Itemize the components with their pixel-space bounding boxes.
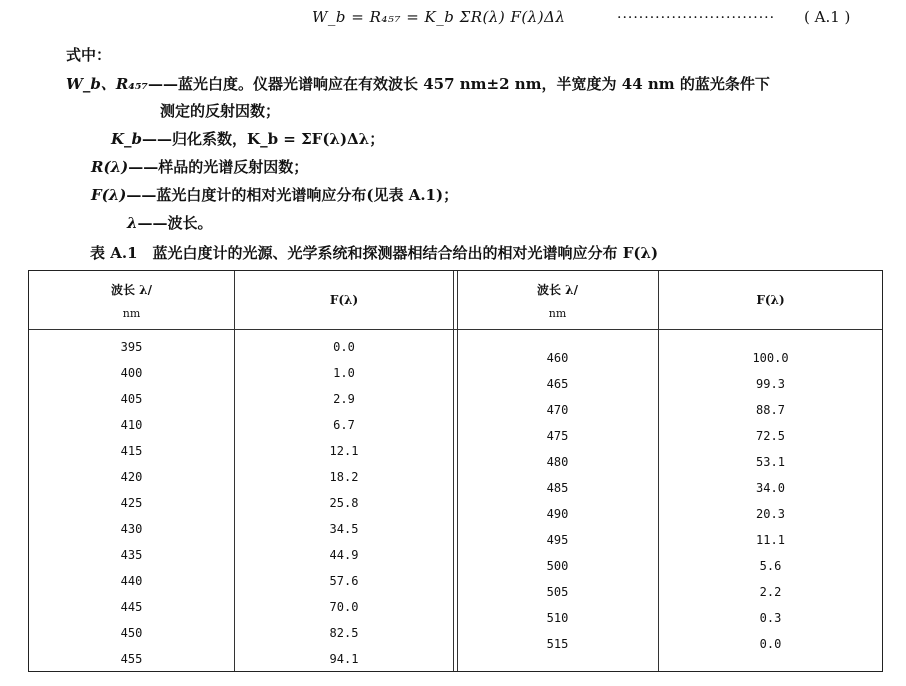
definition-dash: —— — [142, 130, 173, 148]
table-cell-wavelength: 430 — [120, 522, 143, 536]
definition-text: 波长。 — [167, 214, 213, 232]
definition-text: 测定的反射因数； — [160, 102, 281, 120]
header-response: F(λ) — [756, 293, 785, 307]
table-cell-wavelength: 410 — [120, 418, 143, 432]
table-cell-wavelength: 515 — [546, 637, 569, 651]
definition-symbol: R(λ) — [91, 158, 129, 176]
table-cell-response: 53.1 — [756, 455, 785, 469]
table-cell-wavelength: 455 — [120, 652, 143, 666]
header-divider — [29, 329, 882, 330]
header-wavelength-unit: nm — [122, 307, 141, 320]
definition-text: 蓝光白度。仪器光谱响应在有效波长 457 nm±2 nm，半宽度为 44 nm 的蓝光条件下 — [178, 75, 770, 93]
table-cell-wavelength: 480 — [546, 455, 569, 469]
table-cell-response: 94.1 — [329, 652, 359, 666]
header-wavelength: 波长 λ/ — [111, 283, 152, 297]
definition-dash: —— — [128, 158, 159, 176]
definition-symbol: W_b、R₄₅₇ — [66, 75, 149, 93]
definition-text: 样品的光谱反射因数； — [158, 158, 309, 176]
table-cell-response: 11.1 — [756, 533, 785, 547]
definition-symbol: F(λ) — [91, 186, 127, 204]
table-cell-wavelength: 400 — [120, 366, 143, 380]
table-cell-response: 18.2 — [329, 470, 359, 484]
definition-text: 归化系数，K_b = ΣF(λ)Δλ； — [172, 130, 385, 148]
definition-wb-cont — [160, 100, 280, 121]
table-cell-response: 88.7 — [756, 403, 785, 417]
table-cell-wavelength: 470 — [546, 403, 569, 417]
table-cell-response: 34.0 — [756, 481, 785, 495]
definition-dash: —— — [137, 214, 168, 232]
table-cell-response: 70.0 — [329, 600, 359, 614]
header-wavelength-unit: nm — [548, 307, 567, 320]
table-cell-wavelength: 415 — [120, 444, 143, 458]
header-wavelength: 波长 λ/ — [537, 283, 578, 297]
table-cell-wavelength: 485 — [546, 481, 569, 495]
definition-dash: —— — [148, 75, 179, 93]
table-cell-response: 2.2 — [759, 585, 782, 599]
formula-number: ( A.1 ) — [804, 8, 851, 26]
table-cell-response: 0.0 — [333, 340, 355, 354]
table-cell-response: 2.9 — [333, 392, 355, 406]
table-cell-response: 1.0 — [333, 366, 355, 380]
table-cell-wavelength: 440 — [120, 574, 143, 588]
formula-leader: ····························· — [617, 10, 776, 26]
definition-dash: —— — [126, 186, 157, 204]
response-table — [28, 270, 883, 672]
definition-f — [91, 184, 458, 205]
definition-lambda — [127, 212, 213, 233]
table-cell-response: 100.0 — [752, 351, 789, 365]
table-cell-response: 0.0 — [759, 637, 782, 651]
table-cell-response: 34.5 — [329, 522, 359, 536]
table-cell-wavelength: 490 — [546, 507, 569, 521]
table-cell-wavelength: 475 — [546, 429, 569, 443]
table-cell-wavelength: 420 — [120, 470, 143, 484]
table-cell-response: 0.3 — [759, 611, 782, 625]
definition-kb — [111, 128, 384, 149]
table-cell-response: 5.6 — [759, 559, 782, 573]
table-cell-response: 12.1 — [329, 444, 359, 458]
formula: W_b = R₄₅₇ = K_b ΣR(λ) F(λ)Δλ — [312, 8, 566, 26]
table-cell-response: 20.3 — [756, 507, 785, 521]
table-cell-wavelength: 460 — [546, 351, 569, 365]
table-cell-response: 25.8 — [329, 496, 359, 510]
table-cell-response: 82.5 — [329, 626, 359, 640]
table-cell-wavelength: 505 — [546, 585, 569, 599]
table-cell-wavelength: 445 — [120, 600, 143, 614]
table-cell-wavelength: 510 — [546, 611, 569, 625]
table-cell-response: 57.6 — [329, 574, 359, 588]
table-cell-wavelength: 405 — [120, 392, 143, 406]
table-cell-wavelength: 465 — [546, 377, 569, 391]
table-cell-wavelength: 500 — [546, 559, 569, 573]
table-cell-response: 99.3 — [756, 377, 785, 391]
definition-r — [91, 156, 308, 177]
table-cell-response: 6.7 — [333, 418, 355, 432]
where-label: 式中： — [66, 46, 112, 64]
header-response: F(λ) — [329, 293, 359, 307]
definition-text: 蓝光白度计的相对光谱响应分布(见表 A.1)； — [156, 186, 459, 204]
table-cell-wavelength: 425 — [120, 496, 143, 510]
table-caption: 表 A.1 蓝光白度计的光源、光学系统和探测器相结合给出的相对光谱响应分布 F(λ) — [90, 244, 659, 262]
table-cell-wavelength: 495 — [546, 533, 569, 547]
definition-symbol: λ — [127, 214, 138, 232]
table-cell-wavelength: 450 — [120, 626, 143, 640]
table-cell-wavelength: 395 — [120, 340, 143, 354]
definition-symbol: K_b — [111, 130, 143, 148]
table-cell-response: 72.5 — [756, 429, 785, 443]
table-cell-wavelength: 435 — [120, 548, 143, 562]
table-cell-response: 44.9 — [329, 548, 359, 562]
definition-wb — [66, 73, 770, 94]
